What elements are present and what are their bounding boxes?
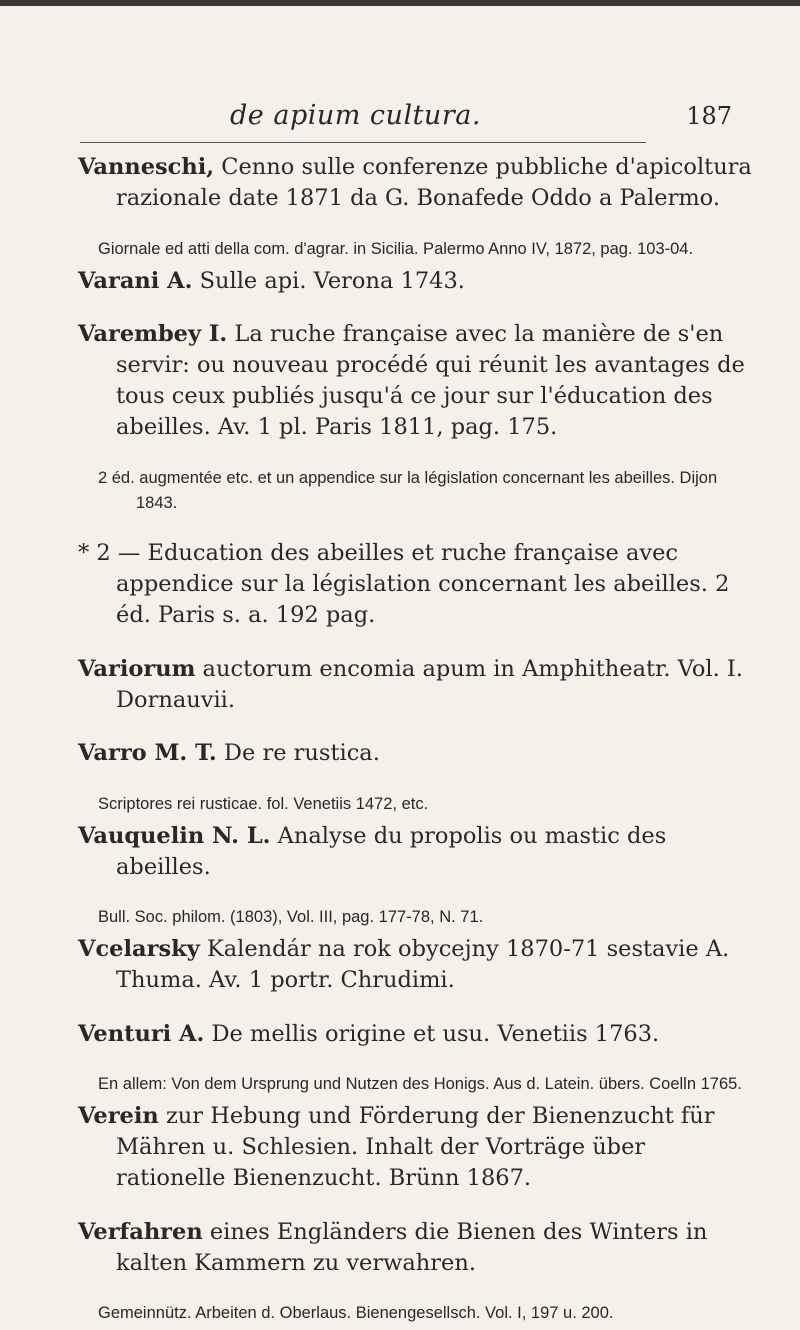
entry-author: Verein: [78, 1103, 159, 1129]
entry-text: auctorum encomia apum in Amphitheatr. Vol. I. Dornauvii.: [116, 655, 743, 713]
entry-text: Cenno sulle conferenze pubbliche d'apicoltura razionale date 1871 da G. Bonafede Oddo a Palermo.: [116, 154, 752, 211]
entry-text: Kalendár na rok obycejny 1870-71 sestavie A. Thuma. Av. 1 portr. Chrudimi.: [116, 936, 730, 993]
header-rule: [80, 142, 646, 143]
entry-author: Verfahren: [78, 1218, 203, 1245]
entry-varembey-2: [78, 538, 758, 631]
entry-vauquelin: [78, 821, 758, 931]
entry-note: En allem: Von dem Ursprung und Nutzen des Honigs. Aus d. Latein. übers. Coelln 1765.: [98, 1075, 742, 1093]
entry-author: Varembey I.: [78, 321, 228, 347]
entry-text: zur Hebung und Förderung der Bienenzucht für Mähren u. Schlesien. Inhalt der Vorträge über rationelle Bienenzucht. Brünn 1867.: [116, 1103, 715, 1191]
top-edge-bar: [0, 0, 800, 6]
entry-vcelarsky: [78, 934, 758, 996]
entry-text: Analyse du propolis ou mastic des abeilles.: [116, 822, 667, 880]
entry-text: Sulle api. Verona 1743.: [192, 267, 465, 294]
entry-author: Varro M. T.: [78, 740, 217, 766]
entry-verfahren: [78, 1217, 758, 1327]
entry-note: 2 éd. augmentée etc. et un appendice sur la législation concernant les abeilles. Dijon 1843.: [98, 468, 718, 512]
entry-vanneschi: [78, 152, 758, 262]
page-header: [100, 100, 740, 140]
entry-text: * 2 — Education des abeilles et ruche française avec appendice sur la législation concernant les abeilles. 2 éd. Paris s. a. 192 pag.: [78, 540, 730, 628]
entry-text: De mellis origine et usu. Venetiis 1763.: [204, 1020, 660, 1047]
entry-note: Scriptores rei rusticae. fol. Venetiis 1472, etc.: [98, 794, 429, 813]
page-number: 187: [686, 102, 732, 130]
entry-author: Venturi A.: [78, 1020, 205, 1047]
entry-varembey: [78, 319, 758, 516]
entry-note: Gemeinnütz. Arbeiten d. Oberlaus. Bienengesellsch. Vol. I, 197 u. 200.: [98, 1304, 614, 1322]
entry-author: Vauquelin N. L.: [78, 822, 271, 849]
running-title: de apium cultura.: [230, 100, 481, 131]
entry-text: De re rustica.: [216, 740, 380, 766]
entry-author: Varani A.: [78, 267, 193, 294]
entry-note: Giornale ed atti della com. d'agrar. in Sicilia. Palermo Anno IV, 1872, pag. 103-04.: [98, 239, 694, 258]
entry-text: La ruche française avec la manière de s'en servir: ou nouveau procédé qui réunit les avantages de tous ceux publiés jusqu'á ce jour sur l'éducation des abeilles. Av. 1 pl. Paris 1811, pag. 175.: [116, 321, 745, 440]
entry-varro: [78, 738, 758, 817]
entry-text: eines Engländers die Bienen des Winters in kalten Kammern zu verwahren.: [116, 1218, 708, 1276]
bibliography-entries: [78, 150, 758, 1330]
entry-author: Vcelarsky: [78, 936, 200, 962]
entry-author: Variorum: [78, 655, 196, 682]
entry-variorum: [78, 654, 758, 716]
entry-venturi: [78, 1019, 758, 1098]
entry-note: Bull. Soc. philom. (1803), Vol. III, pag. 177-78, N. 71.: [98, 908, 484, 926]
entry-verein: [78, 1101, 758, 1194]
entry-author: Vanneschi,: [78, 154, 215, 180]
entry-varani: [78, 266, 758, 297]
